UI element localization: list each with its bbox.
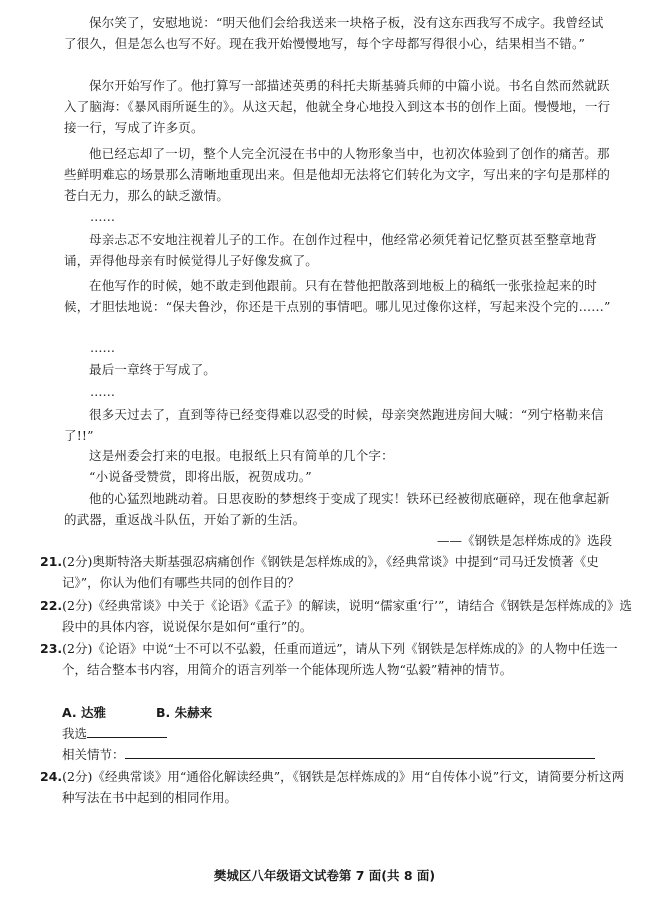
passage-paragraph-3: 他已经忘却了一切，整个人完全沉浸在书中的人物形象当中，也初次体验到了创作的痛苦。那些鲜明难忘的场景那么清晰地重现出来。但是他却无法将它们转化为文字，写出来的字句是那样的苍白无力，那么的缺乏激情。: [64, 146, 611, 203]
option-b[interactable]: B. 朱赫来: [156, 705, 213, 720]
passage-paragraph-4: 母亲忐忑不安地注视着儿子的工作。在创作过程中，他经常必须凭着记忆整页甚至整章地背诵，弄得他母亲有时候觉得儿子好像发疯了。: [64, 232, 598, 268]
passage-paragraph-2: 保尔开始写作了。他打算写一部描述英勇的科托夫斯基骑兵师的中篇小说。书名自然而然就跃入了脑海：《暴风雨所诞生的》。从这天起，他就全身心地投入到这本书的创作上面。慢慢地，一行接一行，写成了许多页。: [64, 78, 611, 135]
question-21: [40, 551, 632, 593]
question-21-text: (2分)奥斯特洛夫斯基强忍病痛创作《钢铁是怎样炼成的》，《经典常谈》中提到“司马迁发愤著《史记》”，你认为他们有哪些共同的创作目的？: [62, 554, 599, 590]
question-23: [40, 638, 632, 680]
question-24-text: (2分)《经典常谈》用“通俗化解读经典”，《钢铁是怎样炼成的》用“自传体小说”行文，请简要分析这两种写法在书中起到的相同作用。: [62, 769, 625, 805]
passage-paragraph-5: 在他写作的时候，她不敢走到他跟前。只有在替他把散落到地板上的稿纸一张张捡起来的时候，才胆怯地说：“保夫鲁沙，你还是干点别的事情吧。哪儿见过像你这样，写起来没个完的……”: [64, 278, 611, 314]
passage-paragraph-10: 他的心猛烈地跳动着。日思夜盼的梦想终于变成了现实！铁环已经被彻底砸碎，现在他拿起新的武器，重返战斗队伍，开始了新的生活。: [64, 491, 610, 527]
question-21-number: 21.: [40, 554, 63, 569]
choose-blank[interactable]: [87, 723, 167, 738]
question-23-text: (2分)《论语》中说“士不可以不弘毅，任重而道远”，请从下列《钢铁是怎样炼成的》的人物中任选一个，结合整本书内容，用简介的语言列举一个能体现所选人物“弘毅”精神的情节。: [62, 641, 618, 677]
passage-paragraph-6: 最后一章终于写成了。: [89, 362, 217, 377]
question-22-text: (2分)《经典常谈》中关于《论语》《孟子》的解读，说明“儒家重‘行’”，请结合《钢铁是怎样炼成的》选段中的具体内容，说说保尔是如何“重行”的。: [62, 598, 632, 634]
option-a[interactable]: A. 达雅: [62, 705, 107, 720]
choose-label: 我选: [62, 726, 88, 741]
question-24: [40, 766, 632, 808]
ellipsis-1: ……: [90, 209, 115, 224]
passage-paragraph-7: 很多天过去了，直到等待已经变得难以忍受的时候，母亲突然跑进房间大喊：“列宁格勒来信了!!”: [64, 407, 604, 443]
passage-paragraph-8: 这是州委会打来的电报。电报纸上只有简单的几个字：: [89, 448, 394, 463]
ellipsis-2: ……: [90, 340, 115, 355]
question-24-number: 24.: [40, 769, 63, 784]
choose-line: [62, 723, 167, 744]
page-footer: 樊城区八年级语文试卷第 7 面(共 8 面): [213, 868, 436, 883]
plot-label: 相关情节：: [62, 747, 125, 762]
question-22: [40, 595, 632, 637]
question-23-options: [62, 702, 262, 723]
question-23-number: 23.: [40, 641, 63, 656]
ellipsis-3: ……: [90, 384, 115, 399]
passage-source: ——《钢铁是怎样炼成的》选段: [436, 533, 612, 548]
plot-line: [62, 744, 595, 765]
passage-paragraph-1: 保尔笑了，安慰地说：“明天他们会给我送来一块格子板，没有这东西我写不成字。我曾经试了很久，但是怎么也写不好。现在我开始慢慢地写，每个字母都写得很小心，结果相当不错。”: [64, 15, 604, 51]
plot-blank[interactable]: [125, 744, 595, 759]
question-22-number: 22.: [40, 598, 63, 613]
passage-paragraph-9: “小说备受赞赏，即将出版，祝贺成功。”: [89, 469, 312, 484]
